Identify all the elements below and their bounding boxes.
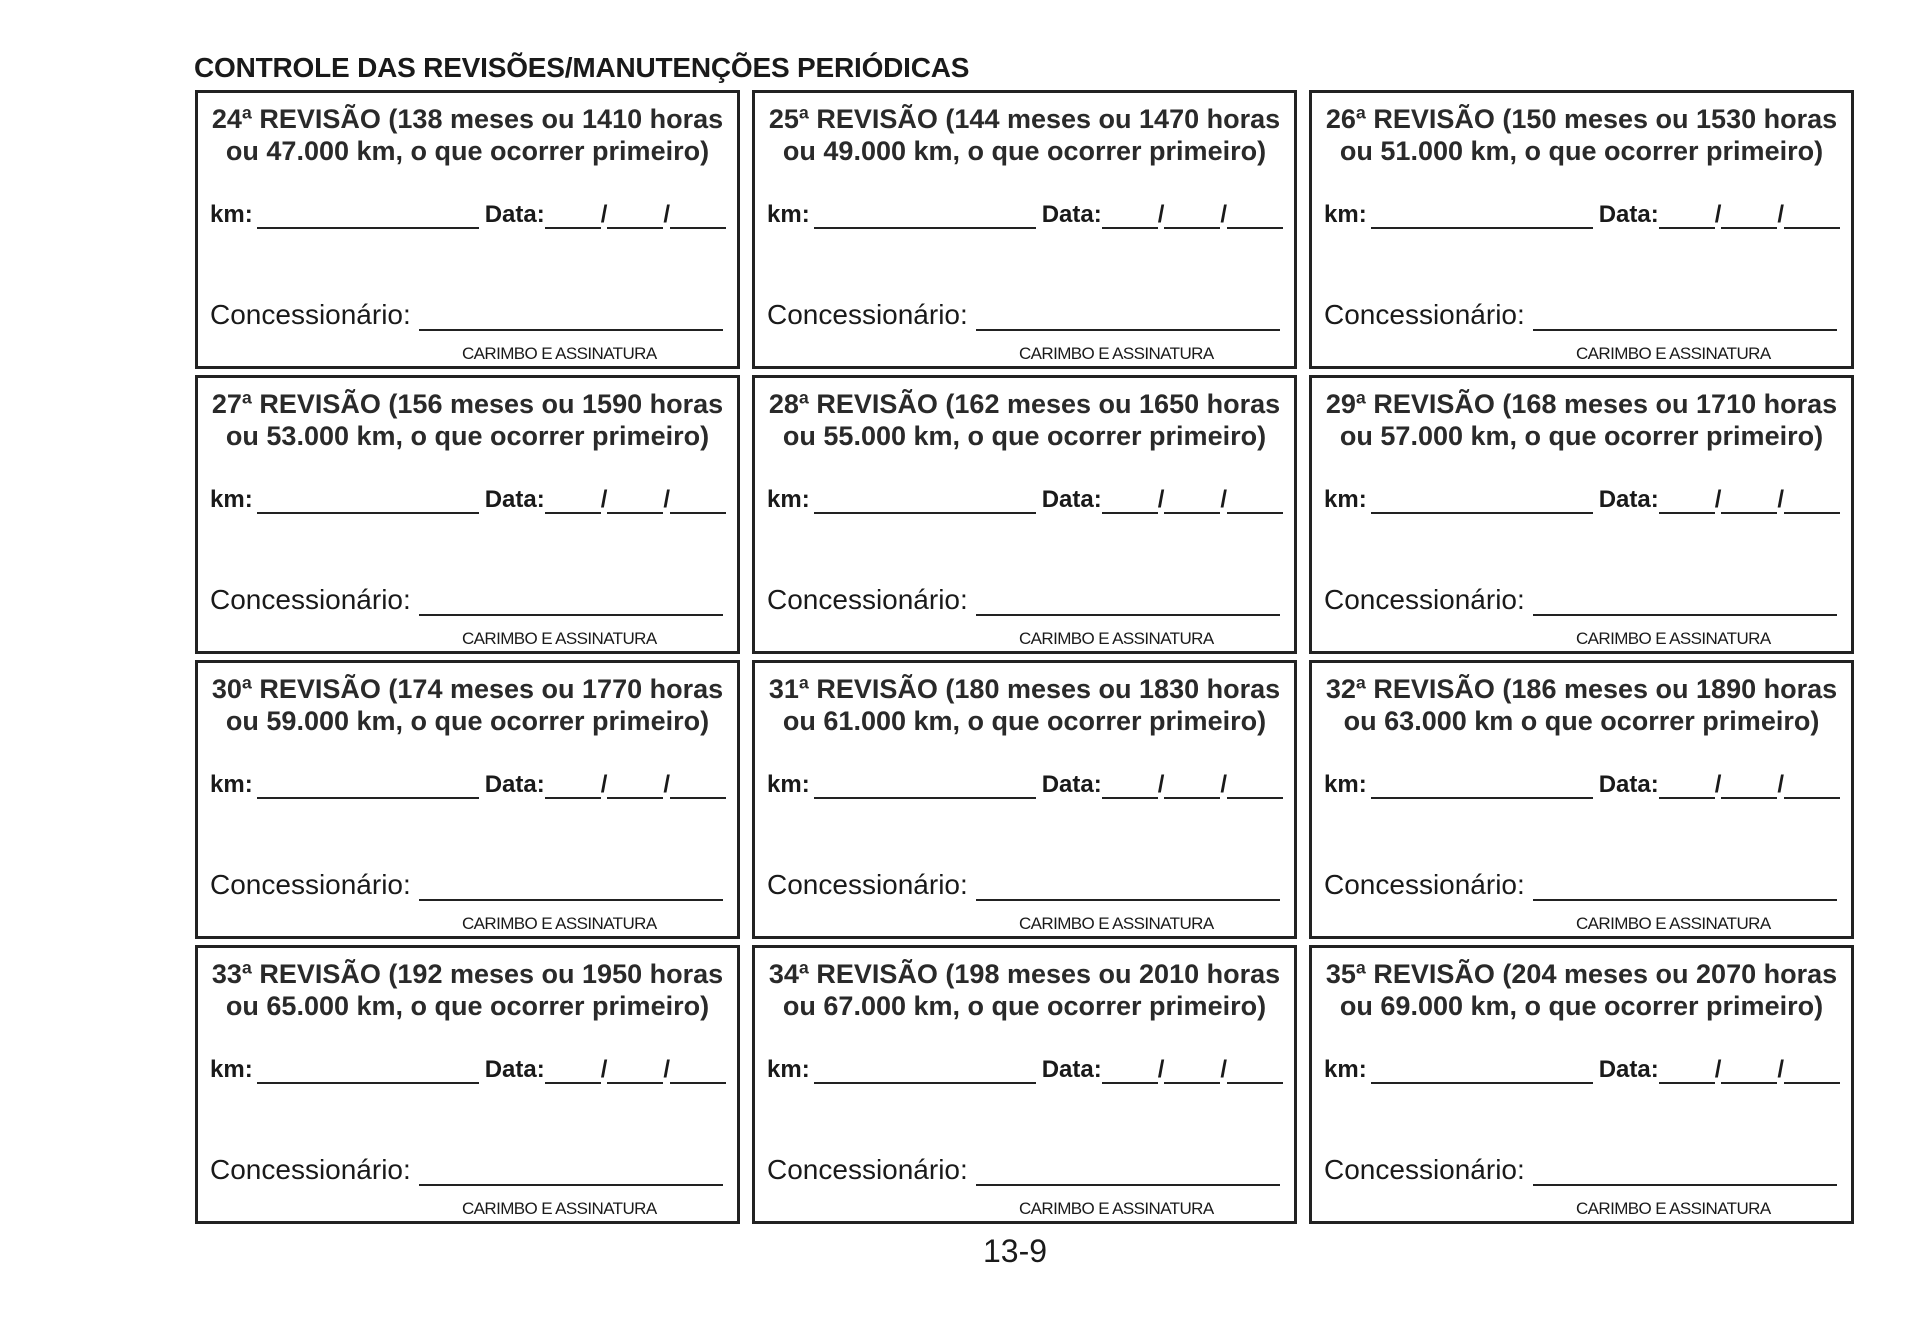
date-separator: / [663, 201, 671, 228]
date-day-field[interactable] [545, 488, 601, 514]
date-month-field[interactable] [1721, 773, 1777, 799]
date-separator: / [1777, 201, 1785, 228]
km-date-row [767, 201, 1283, 229]
date-month-field[interactable] [1164, 1058, 1220, 1084]
revision-title-line2: ou 55.000 km, o que ocorrer primeiro) [782, 421, 1267, 451]
date-day-field[interactable] [1102, 773, 1158, 799]
revision-title-line2: ou 53.000 km, o que ocorrer primeiro) [225, 421, 710, 451]
stamp-signature-label: CARIMBO E ASSINATURA [462, 914, 657, 933]
km-field[interactable] [814, 488, 1036, 514]
date-label: Data: [1041, 1056, 1102, 1083]
date-separator: / [1777, 486, 1785, 513]
date-label: Data: [1598, 486, 1659, 513]
date-month-field[interactable] [1164, 203, 1220, 229]
date-year-field[interactable] [1784, 773, 1840, 799]
dealer-field[interactable] [1533, 309, 1837, 331]
date-month-field[interactable] [1164, 773, 1220, 799]
date-year-field[interactable] [1227, 203, 1283, 229]
dealer-label: Concessionário: [1324, 584, 1525, 615]
revision-title [198, 388, 737, 452]
km-date-row [210, 201, 726, 229]
revision-title [1312, 103, 1851, 167]
date-year-field[interactable] [1227, 488, 1283, 514]
km-label: km: [767, 1056, 810, 1083]
km-date-row [767, 771, 1283, 799]
date-separator: / [1220, 771, 1228, 798]
date-month-field[interactable] [607, 773, 663, 799]
date-separator: / [1157, 1056, 1165, 1083]
stamp-signature-label: CARIMBO E ASSINATURA [1019, 629, 1214, 648]
dealer-field[interactable] [419, 879, 723, 901]
date-label: Data: [1041, 201, 1102, 228]
revision-title-line2: ou 51.000 km, o que ocorrer primeiro) [1339, 136, 1824, 166]
date-separator: / [1220, 201, 1228, 228]
date-month-field[interactable] [607, 1058, 663, 1084]
km-label: km: [767, 771, 810, 798]
km-label: km: [1324, 201, 1367, 228]
dealer-label: Concessionário: [767, 1154, 968, 1185]
date-label: Data: [484, 1056, 545, 1083]
revision-title-line1: 31ª REVISÃO (180 meses ou 1830 horas [768, 674, 1281, 704]
date-day-field[interactable] [1102, 488, 1158, 514]
km-field[interactable] [257, 488, 479, 514]
stamp-signature-label: CARIMBO E ASSINATURA [1019, 914, 1214, 933]
date-day-field[interactable] [1102, 203, 1158, 229]
km-date-row [210, 1056, 726, 1084]
dealer-row [1324, 869, 1837, 901]
km-date-row [1324, 771, 1840, 799]
revision-title-line2: ou 63.000 km o que ocorrer primeiro) [1343, 706, 1820, 736]
date-separator: / [600, 201, 608, 228]
km-field[interactable] [1371, 773, 1593, 799]
km-field[interactable] [1371, 203, 1593, 229]
km-label: km: [210, 486, 253, 513]
dealer-field[interactable] [419, 594, 723, 616]
km-label: km: [767, 486, 810, 513]
page-number: 13-9 [982, 1233, 1048, 1269]
dealer-field[interactable] [1533, 1164, 1837, 1186]
revision-title-line2: ou 69.000 km, o que ocorrer primeiro) [1339, 991, 1824, 1021]
date-year-field[interactable] [1227, 1058, 1283, 1084]
date-separator: / [663, 486, 671, 513]
revision-card [195, 90, 740, 369]
revision-title [198, 103, 737, 167]
stamp-signature-label: CARIMBO E ASSINATURA [1576, 914, 1771, 933]
date-separator: / [600, 486, 608, 513]
date-label: Data: [1598, 771, 1659, 798]
dealer-row [1324, 584, 1837, 616]
stamp-signature-label: CARIMBO E ASSINATURA [462, 1199, 657, 1218]
page-title: CONTROLE DAS REVISÕES/MANUTENÇÕES PERIÓDICAS [194, 52, 970, 83]
dealer-field[interactable] [1533, 594, 1837, 616]
revision-title [1312, 388, 1851, 452]
date-month-field[interactable] [1164, 488, 1220, 514]
date-separator: / [663, 771, 671, 798]
revision-card [1309, 90, 1854, 369]
revision-title [755, 673, 1294, 737]
dealer-label: Concessionário: [767, 299, 968, 330]
revision-title-line1: 34ª REVISÃO (198 meses ou 2010 horas [768, 959, 1281, 989]
km-label: km: [1324, 486, 1367, 513]
dealer-row [1324, 299, 1837, 331]
dealer-label: Concessionário: [210, 1154, 411, 1185]
date-year-field[interactable] [1784, 1058, 1840, 1084]
date-separator: / [663, 1056, 671, 1083]
revision-title-line2: ou 59.000 km, o que ocorrer primeiro) [225, 706, 710, 736]
km-label: km: [210, 201, 253, 228]
km-field[interactable] [1371, 1058, 1593, 1084]
dealer-row [210, 299, 723, 331]
revision-card [195, 945, 740, 1224]
date-separator: / [1777, 771, 1785, 798]
revision-grid [195, 90, 1855, 1224]
date-separator: / [1220, 486, 1228, 513]
date-day-field[interactable] [545, 773, 601, 799]
revision-card [752, 375, 1297, 654]
stamp-signature-label: CARIMBO E ASSINATURA [1576, 629, 1771, 648]
revision-title [755, 103, 1294, 167]
date-separator: / [1157, 201, 1165, 228]
dealer-row [1324, 1154, 1837, 1186]
revision-title-line1: 33ª REVISÃO (192 meses ou 1950 horas [211, 959, 724, 989]
stamp-signature-label: CARIMBO E ASSINATURA [1576, 344, 1771, 363]
revision-title-line2: ou 61.000 km, o que ocorrer primeiro) [782, 706, 1267, 736]
date-year-field[interactable] [670, 773, 726, 799]
km-field[interactable] [814, 1058, 1036, 1084]
km-field[interactable] [257, 1058, 479, 1084]
date-label: Data: [484, 486, 545, 513]
dealer-row [210, 584, 723, 616]
km-date-row [767, 486, 1283, 514]
km-date-row [210, 771, 726, 799]
date-separator: / [1157, 486, 1165, 513]
stamp-signature-label: CARIMBO E ASSINATURA [462, 344, 657, 363]
date-day-field[interactable] [545, 1058, 601, 1084]
dealer-row [210, 1154, 723, 1186]
revision-title-line1: 29ª REVISÃO (168 meses ou 1710 horas [1325, 389, 1838, 419]
km-label: km: [210, 771, 253, 798]
revision-title [755, 958, 1294, 1022]
date-year-field[interactable] [670, 203, 726, 229]
stamp-signature-label: CARIMBO E ASSINATURA [1019, 1199, 1214, 1218]
revision-card [195, 375, 740, 654]
dealer-label: Concessionário: [1324, 299, 1525, 330]
revision-title-line1: 27ª REVISÃO (156 meses ou 1590 horas [211, 389, 724, 419]
km-label: km: [1324, 771, 1367, 798]
dealer-field[interactable] [1533, 879, 1837, 901]
date-label: Data: [1598, 201, 1659, 228]
date-year-field[interactable] [1784, 203, 1840, 229]
revision-card [1309, 375, 1854, 654]
km-date-row [1324, 201, 1840, 229]
date-label: Data: [1041, 486, 1102, 513]
date-day-field[interactable] [1659, 203, 1715, 229]
km-date-row [767, 1056, 1283, 1084]
date-month-field[interactable] [1721, 488, 1777, 514]
revision-title-line1: 26ª REVISÃO (150 meses ou 1530 horas [1325, 104, 1838, 134]
dealer-row [767, 584, 1280, 616]
km-label: km: [210, 1056, 253, 1083]
date-month-field[interactable] [607, 488, 663, 514]
date-label: Data: [1041, 771, 1102, 798]
revision-title-line1: 24ª REVISÃO (138 meses ou 1410 horas [211, 104, 724, 134]
date-month-field[interactable] [607, 203, 663, 229]
dealer-row [767, 869, 1280, 901]
revision-title-line1: 28ª REVISÃO (162 meses ou 1650 horas [768, 389, 1281, 419]
km-field[interactable] [814, 773, 1036, 799]
date-month-field[interactable] [1721, 1058, 1777, 1084]
revision-title-line2: ou 47.000 km, o que ocorrer primeiro) [225, 136, 710, 166]
km-field[interactable] [814, 203, 1036, 229]
dealer-label: Concessionário: [1324, 869, 1525, 900]
stamp-signature-label: CARIMBO E ASSINATURA [462, 629, 657, 648]
revision-title-line2: ou 67.000 km, o que ocorrer primeiro) [782, 991, 1267, 1021]
dealer-field[interactable] [976, 309, 1280, 331]
revision-title-line2: ou 65.000 km, o que ocorrer primeiro) [225, 991, 710, 1021]
date-year-field[interactable] [670, 1058, 726, 1084]
revision-title [1312, 958, 1851, 1022]
revision-title-line2: ou 57.000 km, o que ocorrer primeiro) [1339, 421, 1824, 451]
date-day-field[interactable] [1102, 1058, 1158, 1084]
km-field[interactable] [257, 773, 479, 799]
revision-title-line1: 30ª REVISÃO (174 meses ou 1770 horas [211, 674, 724, 704]
revision-card [1309, 945, 1854, 1224]
dealer-label: Concessionário: [767, 584, 968, 615]
km-label: km: [1324, 1056, 1367, 1083]
revision-title [1312, 673, 1851, 737]
km-date-row [210, 486, 726, 514]
date-separator: / [600, 771, 608, 798]
date-label: Data: [484, 201, 545, 228]
km-date-row [1324, 1056, 1840, 1084]
dealer-label: Concessionário: [1324, 1154, 1525, 1185]
date-year-field[interactable] [1227, 773, 1283, 799]
date-day-field[interactable] [545, 203, 601, 229]
revision-title-line1: 25ª REVISÃO (144 meses ou 1470 horas [768, 104, 1281, 134]
dealer-field[interactable] [976, 594, 1280, 616]
km-field[interactable] [1371, 488, 1593, 514]
revision-title-line1: 35ª REVISÃO (204 meses ou 2070 horas [1325, 959, 1838, 989]
dealer-field[interactable] [419, 309, 723, 331]
dealer-field[interactable] [976, 879, 1280, 901]
dealer-row [767, 1154, 1280, 1186]
revision-card [195, 660, 740, 939]
date-year-field[interactable] [670, 488, 726, 514]
dealer-row [767, 299, 1280, 331]
date-day-field[interactable] [1659, 773, 1715, 799]
dealer-row [210, 869, 723, 901]
dealer-label: Concessionário: [767, 869, 968, 900]
date-separator: / [1714, 771, 1722, 798]
revision-title-line2: ou 49.000 km, o que ocorrer primeiro) [782, 136, 1267, 166]
date-separator: / [1157, 771, 1165, 798]
km-date-row [1324, 486, 1840, 514]
stamp-signature-label: CARIMBO E ASSINATURA [1576, 1199, 1771, 1218]
stamp-signature-label: CARIMBO E ASSINATURA [1019, 344, 1214, 363]
date-separator: / [1714, 1056, 1722, 1083]
date-separator: / [1714, 201, 1722, 228]
date-label: Data: [484, 771, 545, 798]
date-separator: / [600, 1056, 608, 1083]
km-label: km: [767, 201, 810, 228]
dealer-field[interactable] [976, 1164, 1280, 1186]
date-year-field[interactable] [1784, 488, 1840, 514]
revision-card [1309, 660, 1854, 939]
revision-title [198, 958, 737, 1022]
date-label: Data: [1598, 1056, 1659, 1083]
revision-title [755, 388, 1294, 452]
revision-title [198, 673, 737, 737]
date-day-field[interactable] [1659, 488, 1715, 514]
dealer-field[interactable] [419, 1164, 723, 1186]
dealer-label: Concessionário: [210, 869, 411, 900]
date-separator: / [1777, 1056, 1785, 1083]
revision-card [752, 660, 1297, 939]
date-separator: / [1220, 1056, 1228, 1083]
revision-title-line1: 32ª REVISÃO (186 meses ou 1890 horas [1325, 674, 1838, 704]
dealer-label: Concessionário: [210, 299, 411, 330]
revision-card [752, 945, 1297, 1224]
date-separator: / [1714, 486, 1722, 513]
revision-card [752, 90, 1297, 369]
km-field[interactable] [257, 203, 479, 229]
date-month-field[interactable] [1721, 203, 1777, 229]
dealer-label: Concessionário: [210, 584, 411, 615]
date-day-field[interactable] [1659, 1058, 1715, 1084]
